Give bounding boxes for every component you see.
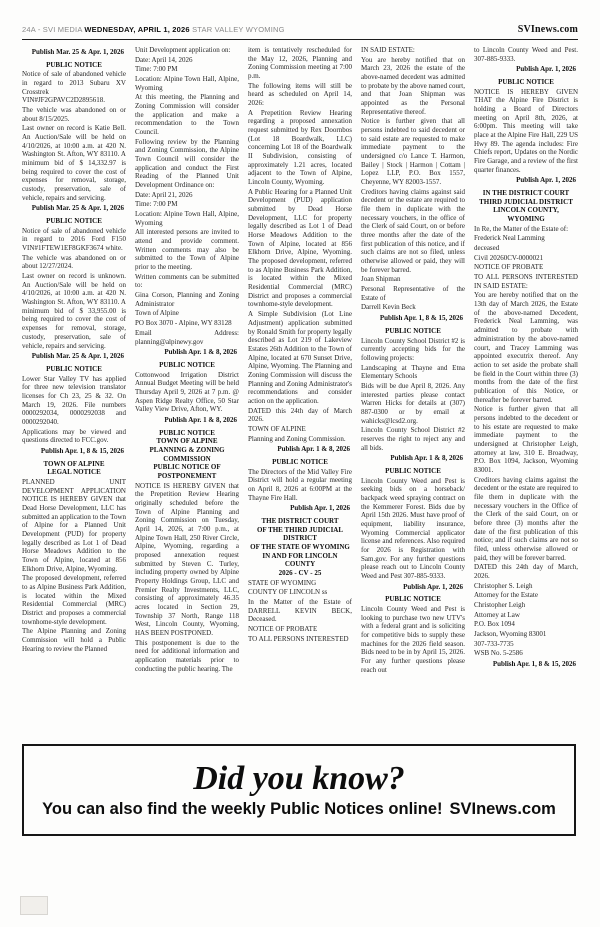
notice-line: Christopher Leigh — [474, 600, 526, 609]
notice-paragraph: The vehicle was abandoned on or about 8/15/2025. — [22, 106, 126, 123]
publish-line: Publish Apr. 1, 2026 — [290, 504, 350, 513]
notice-line: WSB No. 5-2586 — [474, 649, 523, 658]
banner-title: Did you know? — [193, 759, 405, 797]
publish-line: Publish Apr. 1 & 8, 2026 — [164, 415, 237, 424]
notice-column-2 — [135, 46, 239, 728]
notice-paragraph: Planning and Zoning Commission. — [248, 434, 346, 443]
notice-paragraph: TO ALL PERSONS INTERESTED IN SAID ESTATE: — [474, 273, 578, 290]
notice-paragraph: Lincoln County School District #2 is currently accepting bids for the following projects: — [361, 336, 465, 362]
notice-heading — [22, 460, 126, 477]
notice-paragraph: Location: Alpine Town Hall, Alpine, Wyoming — [135, 210, 239, 227]
notice-paragraph: Personal Representative of the Estate of — [361, 285, 465, 302]
notice-heading-line: PUBLIC NOTICE — [385, 595, 441, 604]
notice-paragraph: Last owner on record is Katie Bell. An Auction/Sale will be held on 4/10/2026, at 10:00 a.m. at 420 N. Washington St. Afton, WY 83110. A minimum bid of $ 14,332.97 is being required to cover the cost of expenses for removal, storage, custody, preservation, sale of vehicle, repairs and servicing. — [22, 124, 126, 202]
notice-paragraph: Location: Alpine Town Hall, Alpine, Wyoming — [135, 75, 239, 92]
notice-column-3 — [248, 46, 352, 728]
notice-heading-line: 2026 - CV - 25 — [278, 568, 322, 577]
notice-line: Christopher S. Leigh — [474, 581, 533, 590]
notice-line: Town of Alpine — [135, 309, 179, 318]
notice-line: Time: 7:00 PM — [135, 200, 178, 209]
notice-line: Attorney for the Estate — [474, 591, 538, 600]
notice-line: Joan Shipman — [361, 275, 401, 284]
notice-heading-line: OF THE THIRD JUDICIAL — [256, 525, 344, 534]
notice-heading-line: LEGAL NOTICE — [47, 468, 101, 477]
notice-paragraph: A Prepetition Review Hearing regarding a proposed annexation request submitted by Rex Doornbos (Lot 18 Boardwalk, LLC) concerning Lot 18 of the Boardwalk II Subdivision, consisting of approximately 1.21 acres, located adjacent to the Town of Alpine, Lincoln County, Wyoming. — [248, 108, 352, 187]
region-label: STAR VALLEY WYOMING — [189, 25, 285, 34]
masthead-left — [22, 25, 285, 34]
notice-heading-line: IN AND FOR LINCOLN — [262, 551, 338, 560]
banner-subtitle-row — [42, 800, 556, 819]
notice-line: Date: April 14, 2026 — [135, 55, 193, 64]
notice-line: TO ALL PERSONS INTERESTED — [248, 634, 349, 643]
issue-date: WEDNESDAY, APRIL 1, 2026 — [84, 25, 190, 34]
notice-line: Time: 7:00 PM — [135, 65, 178, 74]
notice-heading-line: LINCOLN COUNTY, — [493, 206, 559, 215]
did-you-know-banner — [22, 744, 576, 836]
notice-heading-line: TOWN OF ALPINE — [156, 437, 218, 446]
notice-paragraph: Notice of sale of abandoned vehicle in regard to 2013 Subaru XV Crosstrek VIN#JF2GPAVC2D2895618. — [22, 70, 126, 105]
notice-heading — [361, 327, 465, 336]
notice-heading-line: PUBLIC NOTICE — [46, 217, 102, 226]
notice-line: Date: April 21, 2026 — [135, 190, 193, 199]
notice-columns — [22, 46, 578, 728]
notice-paragraph: Bids will be due April 8, 2026. Any interested parties please contact Warren Hicks for details at (307) 887-0300 or by email at wahicks@lcsd2.org. — [361, 381, 465, 425]
notice-line: STATE OF WYOMING — [248, 578, 317, 587]
notice-heading-line: PUBLIC NOTICE — [385, 326, 441, 335]
notice-paragraph: Last owner on record is unknown. An Auction/Sale will be held on 4/10/2026, at 10:00 a.m. at 420 N. Washington St. Afton, WY 83110. A minimum bid of $ 33,955.00 is being required to cover the cost of expenses for removal, storage, custody, preservation, sale of vehicle, repairs and servicing. — [22, 272, 126, 350]
notice-paragraph: This postponement is due to the need for additional information and application materials prior to conducting the public hearing. The — [135, 638, 239, 673]
notice-heading-line: IN THE DISTRICT COURT — [482, 189, 570, 198]
notice-paragraph: The Alpine Planning and Zoning Commission will hold a Public Hearing to review the Planned — [22, 627, 126, 653]
notice-heading-line: DISTRICT — [283, 534, 317, 543]
notice-paragraph: DATED this 24th day of March, 2026. — [474, 563, 578, 580]
notice-paragraph: Lower Star Valley TV has applied for three new television translator licenses for Ch 23, 25 & 32. On March 19, 2026. File numbers 0000292034, 0000292038 and 0000292040. — [22, 374, 126, 426]
notice-heading-line: OF THE STATE OF WYOMING — [250, 542, 350, 551]
notice-heading-line: PUBLIC NOTICE OF — [153, 463, 221, 472]
notice-paragraph: Landscaping at Thayne and Etna Elementary Schools — [361, 363, 465, 381]
notice-paragraph: DATED this 24th day of March 2026. — [248, 406, 352, 424]
notice-paragraph: The proposed development, referred to as Alpine Business Park Addition, is located within the Mixed Residential Commercial (MRC) District and proposes a commercial townhome-style development. — [22, 574, 126, 626]
notice-paragraph: Gina Corson, Planning and Zoning Administrator — [135, 291, 239, 308]
notice-heading — [248, 458, 352, 467]
notice-line: P.O. Box 1094 — [474, 620, 515, 629]
notice-paragraph: You are hereby notified that on the 13th day of March 2026, the Estate of the above-named Decedent, Frederick Neal Lamming, was admitted to probate with administration by the above-named court, and Tracey Lamming was appointed executrix thereof. Any action to set aside the probate shall be field in the Court within three (3) months from the date of the first publication of this Notice, or thereafter be forever barred. — [474, 291, 578, 404]
banner-subtitle: You can also find the weekly Public Notices online! — [42, 799, 443, 818]
publish-line: Publish Apr. 1, 2026 — [403, 582, 463, 591]
notice-column-5 — [474, 46, 578, 728]
notice-line: PO Box 3070 - Alpine, WY 83128 — [135, 319, 232, 328]
notice-paragraph: The Directors of the Mid Valley Fire District will hold a regular meeting on April 8, 2026 at 6:00PM at the Thayne Fire Hall. — [248, 467, 352, 502]
publish-line: Publish Apr. 1, 2026 — [516, 176, 576, 185]
publish-line: Publish Apr. 1, 8 & 15, 2026 — [40, 446, 124, 455]
notice-heading-line: PUBLIC NOTICE — [159, 428, 215, 437]
notice-paragraph: Creditors having claims against the decedent or the estate are required to file them in duplicate with the necessary vouchers in the Office of the Clerk of the said Court, on or before three (3) months after the date of the first publication of this notice; and if such claims are not so filed, unless otherwise allowed or paid, they will be forever barred. — [474, 475, 578, 562]
notice-line: NOTICE OF PROBATE — [474, 263, 544, 272]
notice-paragraph: Email Address: planning@alpinewy.gov — [135, 328, 239, 346]
publish-line: Publish Apr. 1, 8 & 15, 2026 — [492, 660, 576, 669]
notice-paragraph: The following items will still be heard as scheduled on April 14, 2026: — [248, 81, 352, 108]
notice-paragraph: In Re, the Matter of the Estate of: — [474, 224, 569, 233]
banner-website: SVInews.com — [449, 799, 556, 818]
notice-paragraph: to Lincoln County Weed and Pest. 307-885-9333. — [474, 46, 578, 63]
notice-paragraph: PLANNED UNIT DEVELOPMENT APPLICATION NOTICE IS HEREBY GIVEN that Dead Horse Development, LLC has submitted an application to the Town of Alpine for a Planned Unit Development (PUD) for property legally described as Lot 1 of Dead Horse Meadows Addition to the Town of Alpine, located at 856 Elkhorn Drive, Alpine, Wyoming. — [22, 477, 126, 573]
notice-paragraph: Cottonwood Irrigation District Annual Budget Meeting will be held Thursday April 9, 2026 at 7 p.m. @ Aspen Ridge Realty Office, 50 Star Valley View Drive, Afton, WY. — [135, 370, 239, 414]
notice-heading — [135, 361, 239, 370]
notice-line: Darrell Kevin Beck — [361, 303, 416, 312]
notice-paragraph: A Public Hearing for a Planned Unit Development (PUD) application submitted by Dead Horse Development, LLC for property legally described as Lot 1 of Dead Horse Meadows Addition to the Town of Alpine, located at 856 Elkhorn Drive, Alpine, Wyoming. The proposed development, referred to as Alpine Business Park Addition, is located within the Mixed Residential Commercial (MRC) District and proposes a commercial townhome-style development. — [248, 187, 352, 309]
notice-heading — [361, 595, 465, 604]
notice-heading-line: PUBLIC NOTICE — [46, 60, 102, 69]
notice-paragraph: A Simple Subdivision (Lot Line Adjustment) application submitted by Ronald Smith for property legally described as Lot 219 of Lakeview Estates 26th Addition to the Town of Alpine, located at 670 Sunset Drive, Alpine, Wyoming. The Planning and Zoning Commission will discuss the Planning and Zoning Administrator's recommendations and consider action on the application. — [248, 310, 352, 405]
notice-heading — [248, 517, 352, 578]
publish-line: Publish Mar. 25 & Apr. 1, 2026 — [31, 352, 124, 361]
notice-paragraph: Written comments can be submitted to: — [135, 272, 239, 290]
publish-line: Publish Apr. 1, 2026 — [516, 65, 576, 74]
notice-heading-line: COUNTY — [284, 560, 316, 569]
page-number: 24A - SVI MEDIA — [22, 25, 85, 34]
publish-line: Publish Mar. 25 & Apr. 1, 2026 — [31, 48, 124, 56]
notice-heading-line: THIRD JUDICIAL DISTRICT — [479, 197, 573, 206]
notice-paragraph: NOTICE IS HEREBY GIVEN that the Prepetition Review Hearing originally scheduled before the Town of Alpine Planning and Zoning Commission on Tuesday, April 14, 2026, at 7:00 p.m., at Alpine Town Hall, 250 River Circle, Alpine, Wyoming, regarding a proposed annexation request submitted by Steven C. Turley, including property owned by Alpine Property Holdings Group, LLC and Premier Realty Investments, LLC, consisting of approximately 46.35 acres located in Section 29, Township 37 North, Range 118 West, Lincoln County, Wyoming, HAS BEEN POSTPONED. — [135, 481, 239, 637]
notice-paragraph: Notice is further given that all persons indebted to the decedent or to his estate are requested to make immediate payment to the undersigned at Christopher Leigh, attorney at law, 310 E. Broadway, P.O. Box 1094, Jackson, Wyoming 83001. — [474, 405, 578, 474]
notice-paragraph: item is tentatively rescheduled for the May 12, 2026, Planning and Zoning Commission meeting at 7:00 p.m. — [248, 46, 352, 81]
header-rule — [22, 39, 578, 40]
notice-paragraph: NOTICE IS HEREBY GIVEN THAT the Alpine Fire District is holding a Board of Directors meeting on April 8th, 2026, at 6:00pm. This meeting will take place at the Alpine Fire Hall, 229 US Hwy 89. The agenda includes: Fire Chiefs report, Updates on the Nordic Fire Garage, and a review of the first quarter finances. — [474, 87, 578, 174]
notice-heading — [361, 467, 465, 476]
notice-line: TOWN OF ALPINE — [248, 424, 306, 433]
notice-heading-line: PUBLIC NOTICE — [498, 78, 554, 87]
notice-line: deceased — [474, 244, 500, 253]
notice-paragraph: Notice is further given that all persons indebted to said decedent or to said estate are requested to make immediate payment to the undersigned c/o Lance T. Harmon, Bailey | Stock | Harmon | Cottam | Lopez LLP, P.O. Box 1557, Cheyenne, WY 82003-1557. — [361, 117, 465, 187]
notice-paragraph: Creditors having claims against said decedent or the estate are required to file them in duplicate with the necessary vouchers, in the office of the Clerk of said Court, on or before three months after the date of the first publication of this notice, and if such claims are not so filed, unless otherwise allowed or paid, they will be forever barred. — [361, 187, 465, 274]
notice-column-1 — [22, 46, 126, 728]
notice-paragraph: Lincoln County Weed and Pest is looking to purchase two new UTV's with a federal grant and is soliciting for competitive bids to supply these machines for the 2026 field season. Bids need to be in by April 15, 2026. For any further questions please reach out — [361, 604, 465, 674]
notice-heading — [135, 429, 239, 481]
print-corner-mark — [20, 896, 48, 915]
publish-line: Publish Apr. 1 & 8, 2026 — [277, 445, 350, 454]
notice-paragraph: In the Matter of the Estate of DARRELL KEVIN BECK, Deceased. — [248, 597, 352, 624]
notice-paragraph: Notice of sale of abandoned vehicle in regard to 2016 Ford F150 VIN#1FTEW1EF8GKF3674 white. — [22, 226, 126, 253]
publish-line: Publish Apr. 1 & 8, 2026 — [390, 454, 463, 463]
notice-column-4 — [361, 46, 465, 728]
notice-paragraph: The vehicle was abandoned on or about 12/27/2024. — [22, 253, 126, 271]
notice-paragraph: Applications may be viewed and questions directed to FCC.gov. — [22, 427, 126, 445]
notice-heading-line: PLANNING & ZONING — [149, 445, 225, 454]
publish-line: Publish Apr. 1, 8 & 15, 2026 — [379, 314, 463, 323]
notice-line: 307-733-7735 — [474, 639, 514, 648]
notice-heading-line: TOWN OF ALPINE — [43, 459, 105, 468]
notice-paragraph: At this meeting, the Planning and Zoning Commission will consider the application and make a recommendation to the Town Council. — [135, 93, 239, 137]
notice-heading-line: PUBLIC NOTICE — [46, 364, 102, 373]
notice-heading-line: PUBLIC NOTICE — [159, 360, 215, 369]
notice-line: Civil 20260CV-0000021 — [474, 253, 544, 262]
notice-heading-line: WYOMING — [507, 215, 545, 224]
notice-line: Jackson, Wyoming 83001 — [474, 630, 547, 638]
notice-paragraph: Following review by the Planning and Zoning Commission, the Alpine Town Council will consider the application and conduct the First Reading of the Planned Unit Development Ordinance on: — [135, 137, 239, 190]
notice-line: COUNTY OF LINCOLN ss — [248, 588, 328, 597]
notice-line: Attorney at Law — [474, 610, 520, 619]
notice-heading-line: PUBLIC NOTICE — [272, 457, 328, 466]
notice-heading — [22, 217, 126, 226]
notice-paragraph: Lincoln County Weed and Pest is seeking bids on a horseback/ backpack weed spraying contract on the Kemmerer Forest. Bids due by April 15th 2026. Must have proof of equipment, liability insurance, Wyoming Commercial applicator license and references. Also required for 2026 is Registration with Sam.gov. For any further questions please reach out to Lincoln County Weed and Pest 307-885-9333. — [361, 476, 465, 580]
notice-heading — [22, 61, 126, 70]
notice-heading-line: THE DISTRICT COURT — [261, 516, 339, 525]
masthead — [22, 24, 578, 35]
notice-heading — [474, 78, 578, 87]
masthead-website: SVInews.com — [517, 24, 578, 35]
notice-heading-line: POSTPONEMENT — [157, 471, 217, 480]
notice-line: NOTICE OF PROBATE — [248, 625, 318, 633]
notice-paragraph: Frederick Neal Lamming — [474, 234, 545, 243]
notice-heading — [22, 365, 126, 374]
notice-paragraph: Lincoln County School District #2 reserves the right to reject any and all bids. — [361, 426, 465, 452]
notice-paragraph: All interested persons are invited to attend and provide comment. Written comments may also be submitted to the Town of Alpine prior to the meeting. — [135, 228, 239, 272]
publish-line: Publish Apr. 1 & 8, 2026 — [164, 348, 237, 357]
notice-line: IN SAID ESTATE: — [361, 46, 415, 54]
notice-paragraph: You are hereby notified that on March 23, 2026 the estate of the above-named decedent was admitted to probate by the above named court, and that Joan Shipman was appointed as the Personal Representative thereof. — [361, 55, 465, 116]
notice-heading-line: COMMISSION — [163, 454, 211, 463]
notice-heading — [474, 189, 578, 224]
notice-heading-line: PUBLIC NOTICE — [385, 466, 441, 475]
notice-paragraph: Unit Development application on: — [135, 46, 231, 54]
publish-line: Publish Mar. 25 & Apr. 1, 2026 — [31, 204, 124, 213]
